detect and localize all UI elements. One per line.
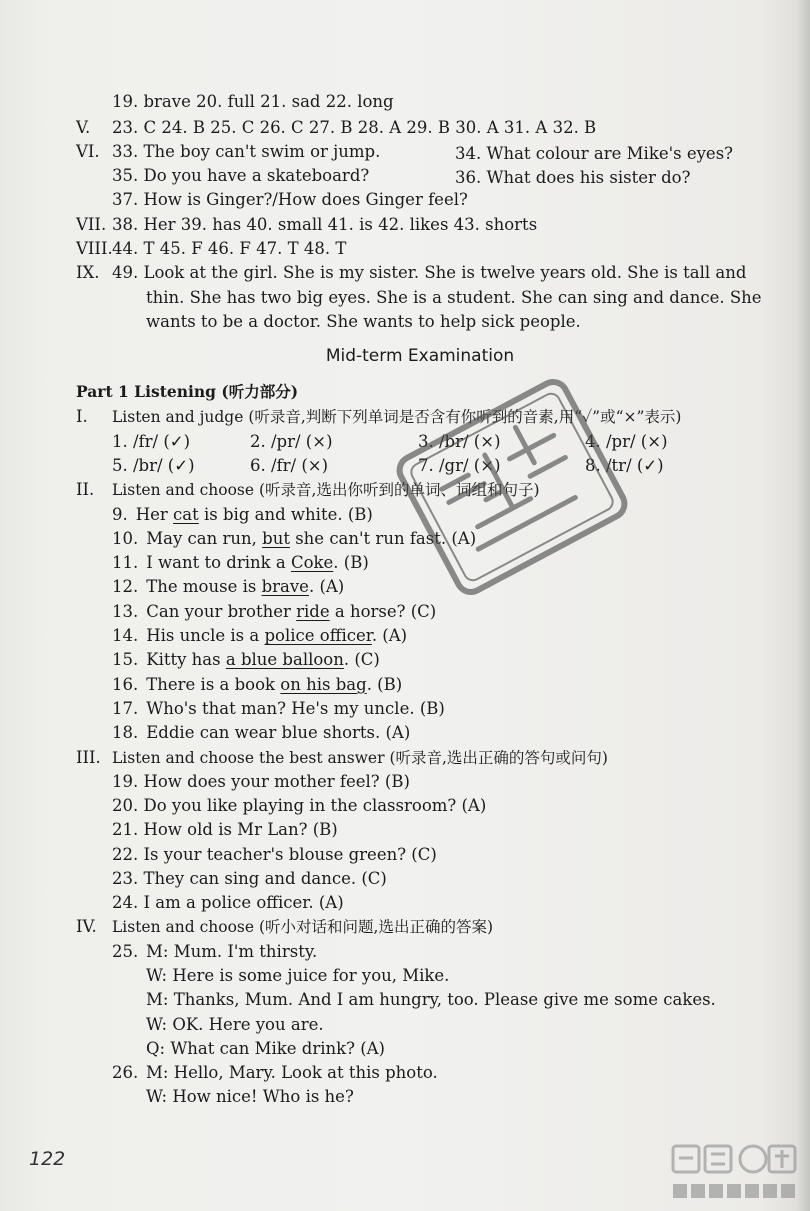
answer-34: 34. What colour are Mike's eyes?: [455, 144, 734, 163]
item-underlined-word: cat: [173, 505, 199, 524]
judge-item-7: 7. /gr/ (×): [418, 456, 501, 475]
choose-item-23: 23. They can sing and dance. (C): [112, 869, 387, 888]
section-title: Mid-term Examination: [325, 346, 515, 366]
choose-item-19: 19. How does your mother feel? (B): [112, 772, 410, 791]
item-number: 16.: [112, 675, 139, 694]
judge-item-2: 2. /pr/ (×): [250, 432, 333, 451]
item-text: The mouse is: [146, 577, 262, 596]
item-underlined-word: on his bag: [280, 675, 367, 694]
section-iii-heading: Listen and choose the best answer (听录音,选出正确的答句或问句): [112, 749, 608, 767]
answer-line-19-22: 19. brave 20. full 21. sad 22. long: [112, 92, 394, 111]
item-text: I want to drink a: [146, 553, 291, 572]
section-iii-number: III.: [76, 748, 101, 767]
answer-49-line-1: 49. Look at the girl. She is my sister. She is twelve years old. She is tall and: [112, 263, 747, 282]
answer-line-23-32: 23. C 24. B 25. C 26. C 27. B 28. A 29. B 30. A 31. A 32. B: [112, 118, 597, 137]
section-iv-number: IV.: [76, 917, 97, 936]
dialogue-26-line: W: How nice! Who is he?: [146, 1087, 354, 1106]
judge-item-6: 6. /fr/ (×): [250, 456, 329, 475]
section-ii-item: [112, 723, 410, 743]
item-number: 17.: [112, 699, 139, 718]
section-ix-number: IX.: [76, 263, 100, 282]
section-ii-item: [112, 626, 407, 646]
section-viii-number: VIII.: [76, 239, 113, 258]
judge-item-4: 4. /pr/ (×): [585, 432, 668, 451]
part1-heading: Part 1 Listening (听力部分): [76, 382, 299, 401]
section-ii-item: [112, 602, 436, 622]
judge-item-1: 1. /fr/ (✓): [112, 432, 191, 451]
item-number: 10.: [112, 529, 139, 548]
item-number: 12.: [112, 577, 139, 596]
rubber-stamp: [393, 376, 631, 598]
answer-37: 37. How is Ginger?/How does Ginger feel?: [112, 190, 468, 209]
page-edge-shadow: [796, 0, 810, 1211]
item-underlined-word: ride: [296, 602, 330, 621]
answer-site-watermark: [665, 1138, 805, 1206]
item-text: a horse? (C): [329, 602, 437, 621]
section-i-number: I.: [76, 407, 88, 426]
dialogue-25-line: W: Here is some juice for you, Mike.: [146, 966, 450, 985]
section-ii-heading: Listen and choose (听录音,选出你听到的单词、词组和句子): [112, 481, 540, 499]
item-underlined-word: brave: [261, 577, 309, 596]
item-number: 18.: [112, 723, 139, 742]
answer-49-line-2: thin. She has two big eyes. She is a student. She can sing and dance. She: [146, 288, 762, 307]
answer-49-line-3: wants to be a doctor. She wants to help sick people.: [146, 312, 581, 331]
item-number: 11.: [112, 553, 139, 572]
item-underlined-word: but: [262, 529, 290, 548]
section-ii-item: [112, 505, 373, 525]
judge-item-8: 8. /tr/ (✓): [585, 456, 664, 475]
answer-line-38-43: 38. Her 39. has 40. small 41. is 42. likes 43. shorts: [112, 215, 538, 234]
answer-33: 33. The boy can't swim or jump.: [112, 142, 381, 161]
dialogue-25-line: M: Thanks, Mum. And I am hungry, too. Please give me some cakes.: [146, 990, 716, 1009]
section-ii-item: [112, 699, 445, 719]
section-ii-item: [112, 675, 402, 695]
item-text: Can your brother: [146, 602, 297, 621]
dialogue-25-line: W: OK. Here you are.: [146, 1015, 324, 1034]
choose-item-20: 20. Do you like playing in the classroom? (A): [112, 796, 487, 815]
item-text: . (C): [343, 650, 380, 669]
item-underlined-word: police officer: [264, 626, 372, 645]
section-ii-number: II.: [76, 480, 95, 499]
page-number: 122: [29, 1148, 66, 1170]
item-text: There is a book: [146, 675, 281, 694]
item-underlined-word: a blue balloon: [225, 650, 344, 669]
item-text: . (A): [371, 626, 408, 645]
section-ii-item: [112, 577, 344, 597]
item-number: 9.: [112, 505, 128, 524]
item-number: 15.: [112, 650, 139, 669]
item-text: she can't run fast. (A): [289, 529, 477, 548]
section-v-number: V.: [76, 118, 91, 137]
item-text: Kitty has: [146, 650, 226, 669]
dialogue-25-number: 25.: [112, 942, 139, 961]
judge-item-3: 3. /br/ (×): [418, 432, 501, 451]
choose-item-24: 24. I am a police officer. (A): [112, 893, 344, 912]
stamp-border: [395, 377, 630, 597]
item-text: . (B): [333, 553, 369, 572]
answer-36: 36. What does his sister do?: [455, 168, 691, 187]
section-ii-item: [112, 650, 380, 670]
answer-line-44-48: 44. T 45. F 46. F 47. T 48. T: [112, 239, 347, 258]
item-text: Who's that man? He's my uncle. (B): [146, 699, 445, 718]
choose-item-22: 22. Is your teacher's blouse green? (C): [112, 845, 437, 864]
item-text: . (B): [366, 675, 403, 694]
answer-35: 35. Do you have a skateboard?: [112, 166, 370, 185]
dialogue-25-question: Q: What can Mike drink? (A): [146, 1039, 385, 1058]
item-text: Eddie can wear blue shorts. (A): [146, 723, 411, 742]
dialogue-25-line: M: Mum. I'm thirsty.: [146, 942, 318, 961]
dialogue-26-line: M: Hello, Mary. Look at this photo.: [146, 1063, 438, 1082]
item-text: His uncle is a: [146, 626, 265, 645]
item-number: 13.: [112, 602, 139, 621]
section-vii-number: VII.: [76, 215, 107, 234]
dialogue-26-number: 26.: [112, 1063, 139, 1082]
choose-item-21: 21. How old is Mr Lan? (B): [112, 820, 338, 839]
item-underlined-word: Coke: [290, 553, 334, 572]
section-i-heading: Listen and judge (听录音,判断下列单词是否含有你听到的音素,用“✓”或“×”表示): [112, 408, 682, 426]
section-iv-heading: Listen and choose (听小对话和问题,选出正确的答案): [112, 918, 493, 936]
judge-item-5: 5. /br/ (✓): [112, 456, 195, 475]
section-ii-item: [112, 553, 369, 573]
item-number: 14.: [112, 626, 139, 645]
item-text: is big and white. (B): [198, 505, 373, 524]
item-text: Her: [135, 505, 174, 524]
section-vi-number: VI.: [76, 142, 100, 161]
item-text: May can run,: [146, 529, 263, 548]
item-text: . (A): [308, 577, 345, 596]
